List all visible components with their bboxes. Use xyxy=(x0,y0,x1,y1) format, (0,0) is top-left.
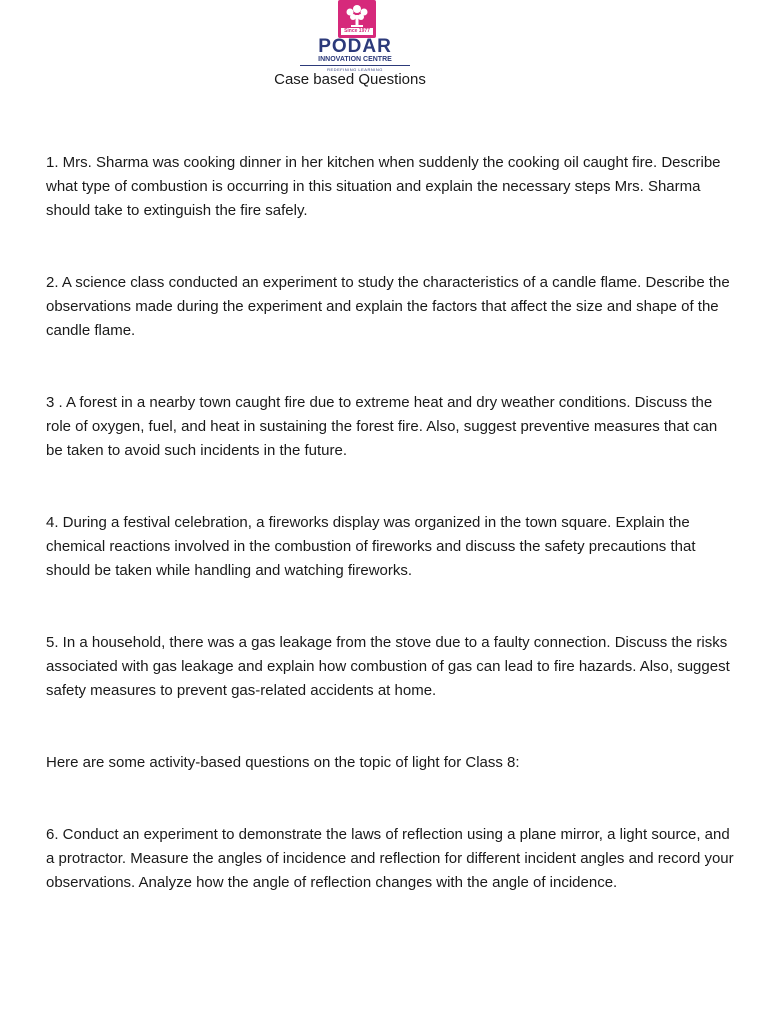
since-badge: Since 1977 xyxy=(341,28,373,35)
question-2: 2. A science class conducted an experiment to study the characteristics of a candle flame. Describe the observations made during the experiment and explain the factors that affect the size and shape of the candle flame. xyxy=(46,274,730,339)
logo-tagline: REDEFINING LEARNING xyxy=(327,67,383,72)
question-3: 3 . A forest in a nearby town caught fire due to extreme heat and dry weather conditions. Discuss the role of oxygen, fuel, and heat in sustaining the forest fire. Also, suggest preventive measures that can be taken to avoid such incidents in the future. xyxy=(46,394,718,459)
question-6: 6. Conduct an experiment to demonstrate the laws of reflection using a plane mirror, a light source, and a protractor. Measure the angles of incidence and reflection for different incident angles and record your observations. Analyze how the angle of reflection changes with the angle of incidence. xyxy=(46,826,734,891)
page-title: Case based Questions xyxy=(274,71,426,88)
logo-subtitle: INNOVATION CENTRE xyxy=(300,56,410,66)
question-5: 5. In a household, there was a gas leakage from the stove due to a faulty connection. Discuss the risks associated with gas leakage and explain how combustion of gas can lead to fire hazards. Also, suggest safety measures to prevent gas-related accidents at home. xyxy=(46,634,730,699)
tree-emblem-icon xyxy=(338,0,376,38)
question-4: 4. During a festival celebration, a fireworks display was organized in the town square. Explain the chemical reactions involved in the combustion of fireworks and discuss the safety precautions that should be taken while handling and watching fireworks. xyxy=(46,514,696,579)
question-1: 1. Mrs. Sharma was cooking dinner in her kitchen when suddenly the cooking oil caught fire. Describe what type of combustion is occurring in this situation and explain the necessary steps Mrs. Sharma should take to extinguish the fire safely. xyxy=(46,154,721,219)
section-intro: Here are some activity-based questions on the topic of light for Class 8: xyxy=(46,754,520,771)
logo-name: PODAR xyxy=(318,36,392,57)
podar-logo xyxy=(300,0,410,80)
